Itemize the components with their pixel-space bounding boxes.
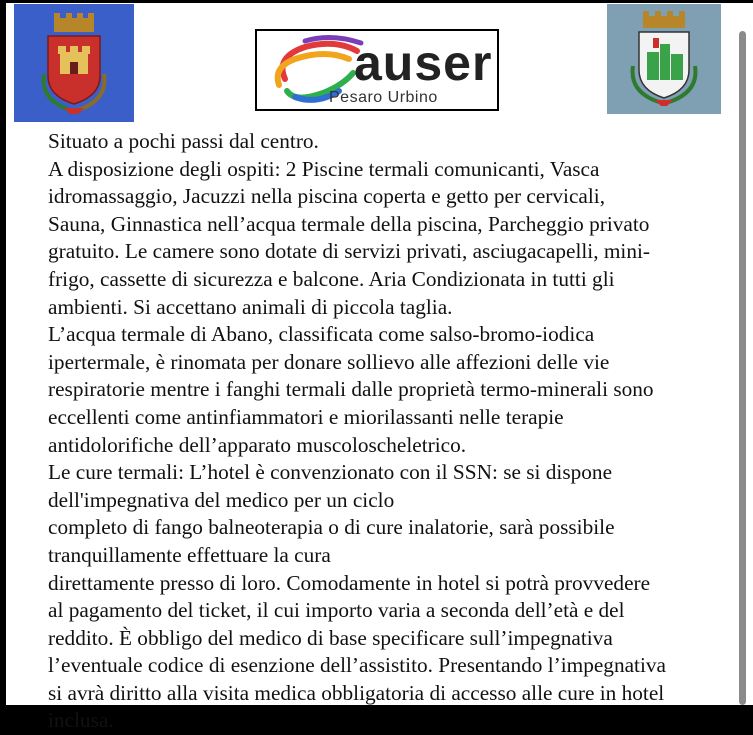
auser-brand-text: auser — [354, 35, 493, 91]
text-line: si avrà diritto alla visita medica obbligatoria di accesso alle cure in hotel — [48, 680, 665, 705]
auser-logo — [255, 29, 499, 111]
text-line: Situato a pochi passi dal centro. — [48, 129, 319, 153]
text-line: dell'impegnativa del medico per un ciclo — [48, 487, 395, 512]
left-coat-of-arms — [14, 4, 134, 122]
document-page — [6, 3, 753, 733]
text-line: direttamente presso di loro. Comodamente in hotel si potrà provvedere — [48, 570, 651, 595]
municipal-coat-of-arms-icon — [607, 4, 721, 114]
municipal-coat-of-arms-icon — [14, 4, 134, 122]
auser-subtitle: Pesaro Urbino — [329, 89, 438, 106]
text-line: ipertermale, è rinomata per donare sollievo alle affezioni delle vie — [48, 349, 610, 374]
text-line: ambienti. Si accettano animali di piccola taglia. — [48, 294, 453, 319]
text-line: eccellenti come antinfiammatori e miorilassanti nelle terapie — [48, 404, 564, 429]
text-line: A disposizione degli ospiti: 2 Piscine termali comunicanti, Vasca — [48, 156, 600, 181]
text-line: inclusa. — [48, 708, 114, 733]
text-line: Le cure termali: L’hotel è convenzionato con il SSN: se si dispone — [48, 460, 613, 485]
text-line: tranquillamente effettuare la cura — [48, 542, 331, 567]
text-line: gratuito. Le camere sono dotate di servizi privati, asciugacapelli, mini- — [48, 239, 651, 264]
text-line: idromassaggio, Jacuzzi nella piscina coperta e getto per cervicali, — [48, 184, 606, 209]
text-line: respiratorie mentre i fanghi termali dalle proprietà termo-minerali sono — [48, 377, 654, 402]
text-line: reddito. È obbligo del medico di base specificare sull’impegnativa — [48, 625, 613, 650]
text-line: Sauna, Ginnastica nell’acqua termale della piscina, Parcheggio privato — [48, 211, 650, 236]
right-coat-of-arms — [607, 4, 721, 114]
text-line: l’eventuale codice di esenzione dell’assistito. Presentando l’impegnativa — [48, 653, 666, 678]
text-line: al pagamento del ticket, il cui importo varia a seconda dell’età e del — [48, 598, 625, 623]
text-line: L’acqua termale di Abano, classificata come salso-bromo-iodica — [48, 322, 595, 347]
vertical-scrollbar[interactable] — [739, 31, 746, 705]
text-line: frigo, cassette di sicurezza e balcone. Aria Condizionata in tutti gli — [48, 266, 615, 291]
document-body — [48, 128, 724, 735]
text-line: antidolorifiche dell’apparato muscoloscheletrico. — [48, 432, 467, 457]
text-line: completo di fango balneoterapia o di cure inalatorie, sarà possibile — [48, 515, 615, 540]
